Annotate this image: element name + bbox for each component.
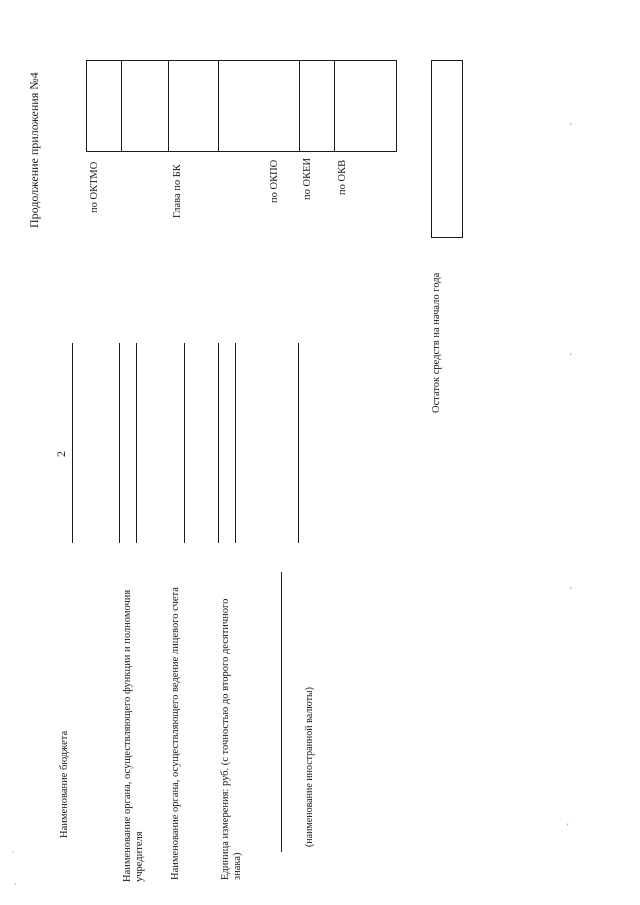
page-number: 2 bbox=[54, 451, 68, 457]
oktmo-cell[interactable] bbox=[86, 60, 87, 152]
balance-value-box[interactable] bbox=[431, 60, 463, 238]
founder-organ-value-line-2[interactable] bbox=[136, 343, 137, 543]
oktmo-label: по ОКТМО bbox=[89, 161, 100, 213]
scan-mark: ′ bbox=[570, 586, 572, 595]
okei-cell[interactable] bbox=[299, 60, 300, 151]
balance-label: Остаток средств на начало года bbox=[431, 272, 442, 413]
account-organ-label: Наименование органа, осуществляющего ведение лицевого счета bbox=[170, 587, 181, 880]
currency-value-line[interactable] bbox=[298, 343, 299, 543]
okv-cell[interactable] bbox=[334, 60, 335, 151]
budget-value-line[interactable] bbox=[72, 343, 73, 543]
currency-value-line-short[interactable] bbox=[281, 572, 282, 852]
okpo-label: по ОКПО bbox=[269, 159, 280, 203]
scan-mark: ′ bbox=[570, 122, 572, 131]
scan-mark: ′ bbox=[567, 822, 569, 831]
founder-organ-value-line-1[interactable] bbox=[119, 343, 120, 543]
scan-mark: · bbox=[14, 880, 17, 889]
unit-value-line-1[interactable] bbox=[218, 343, 219, 543]
okv-label: по ОКВ bbox=[337, 159, 348, 195]
account-organ-value-line[interactable] bbox=[184, 343, 185, 543]
page-heading: Продолжение приложения №4 bbox=[27, 72, 41, 228]
glava-bk-label: Глава по БК bbox=[172, 164, 183, 218]
currency-caption: (наименование иностранной валюты) bbox=[304, 687, 315, 847]
unit-value-line-2[interactable] bbox=[235, 343, 236, 543]
unit-label: Единица измерения: руб. (с точностью до второго десятичного знака) bbox=[220, 598, 243, 880]
scan-mark: · bbox=[12, 848, 15, 857]
budget-label: Наименование бюджета bbox=[59, 730, 70, 838]
founder-organ-label: Наименование органа, осуществляющего функции и полномочия учредителя bbox=[122, 589, 145, 882]
okpo-cell[interactable] bbox=[218, 60, 219, 151]
glava-bk-cell[interactable] bbox=[121, 60, 122, 151]
scan-mark: ′ bbox=[570, 352, 572, 361]
okei-label: по ОКЕИ bbox=[302, 157, 313, 200]
